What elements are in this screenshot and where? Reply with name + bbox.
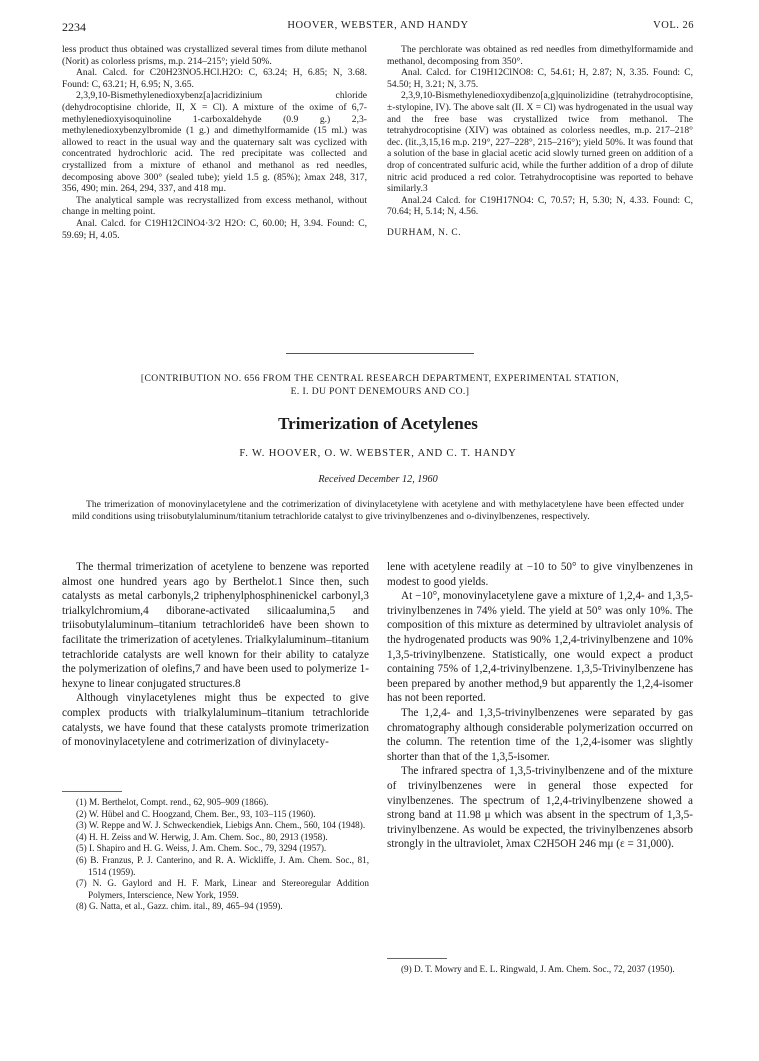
analysis-paragraph: Anal.24 Calcd. for C19H17NO4: C, 70.57; H, 5.30; N, 4.33. Found: C, 70.64; H, 5.14; N, 4.56. — [387, 194, 693, 218]
footnote-divider — [387, 958, 447, 959]
received-date: Received December 12, 1960 — [318, 474, 438, 485]
footnote: (1) M. Berthelot, Compt. rend., 62, 905–909 (1866). — [76, 797, 269, 807]
footnote: (3) W. Reppe and W. J. Schweckendiek, Liebigs Ann. Chem., 560, 104 (1948). — [76, 820, 366, 831]
footnote: (9) D. T. Mowry and E. L. Ringwald, J. Am. Chem. Soc., 72, 2037 (1950). — [401, 964, 675, 974]
contribution-line: [CONTRIBUTION NO. 656 FROM THE CENTRAL RESEARCH DEPARTMENT, EXPERIMENTAL STATION, — [140, 373, 620, 384]
top-left-column — [62, 44, 367, 241]
top-right-column — [387, 44, 693, 240]
body-paragraph: At −10°, monovinylacetylene gave a mixture of 1,2,4- and 1,3,5-trivinylbenzenes in 74% yield. The yield at 50° was only 10%. The composition of this mixture as determined by ultraviolet analysis of the hydrogenated products was 90% 1,2,4-trivinylbenzene and 10% 1,3,5-trivinylbenzene. Statistically, one would expect a product containing 75% of 1,2,4-trivinylbenzene. 1,3,5-Trivinylbenzene has been prepared by another method,9 but apparently the 1,2,4-isomer has not been reported. — [387, 590, 693, 705]
footnote-divider — [62, 791, 122, 792]
abstract: The trimerization of monovinylacetylene and the cotrimerization of divinylacetylene with acetylene and with methylacetylene have been effected under mild conditions using triisobutylaluminum/titanium tetrachloride catalyst to give trivinylbenzenes and o-divinylbenzenes, respectively. — [72, 499, 684, 522]
footnotes-right — [387, 964, 693, 976]
body-paragraph: Although vinylacetylenes might thus be expected to give complex products with trialkylaluminum–titanium tetrachloride catalysts, we have found that these catalysts promote trimerization of monovinylacetylene and cotrimerization of divinylacety- — [62, 692, 369, 749]
page-number: 2234 — [62, 20, 86, 34]
experimental-paragraph: The perchlorate was obtained as red needles from dimethylformamide and methanol, decomposing from 350°. — [387, 44, 693, 67]
section-divider — [286, 353, 474, 354]
body-paragraph: lene with acetylene readily at −10 to 50° to give vinylbenzenes in modest to good yields. — [387, 561, 693, 588]
footnote: (2) W. Hübel and C. Hoogzand, Chem. Ber., 93, 103–115 (1960). — [76, 808, 316, 819]
location-line: DURHAM, N. C. — [387, 227, 462, 238]
analysis-paragraph: Anal. Calcd. for C19H12ClNO4·3/2 H2O: C, 60.00; H, 3.94. Found: C, 59.69; H, 4.05. — [62, 217, 367, 241]
experimental-paragraph: 2,3,9,10-Bismethylenedioxydibenzo[a,g]quinolizidine (tetrahydrocoptisine, ±-stylopine, IV). The above salt (II. X = Cl) was hydrogenated in the usual way and the free base was crystallized twice from methanol. The tetrahydrocoptisine (XIV) was obtained as colorless needles, m.p. 217–218° dec. (lit.,3,15,16 m.p. 219°, 227–228°, 215–216°); yield 50%. It was found that a solution of the base in glacial acetic acid slowly turned green on addition of a drop of concentrated sulfuric acid, while the further addition of a drop of dilute nitric acid produced a red color. Tetrahydrocoptisine was reported to behave similarly.3 — [387, 90, 693, 195]
body-paragraph: The infrared spectra of 1,3,5-trivinylbenzene and of the mixture of trivinylbenzenes were in general those expected for vinylbenzenes. The spectrum of 1,2,4-trivinylbenzene showed a strong band at 11.98 μ which was absent in the spectrum of 1,3,5-trivinylbenzene. As would be expected, the trivinylbenzenes absorb strongly in the ultraviolet, λmax C2H5OH 246 mμ (ε = 31,000). — [387, 765, 693, 851]
footnote: (5) I. Shapiro and H. G. Weiss, J. Am. Chem. Soc., 79, 3294 (1957). — [76, 843, 327, 854]
contribution-line: E. I. DU PONT DENEMOURS AND CO.] — [290, 386, 470, 397]
footnote: (8) G. Natta, et al., Gazz. chim. ital., 89, 465–94 (1959). — [76, 901, 283, 912]
article-authors: F. W. HOOVER, O. W. WEBSTER, AND C. T. HANDY — [239, 448, 517, 459]
page-header — [62, 20, 694, 36]
contribution-note — [72, 372, 688, 398]
footnote: (4) H. H. Zeiss and W. Herwig, J. Am. Chem. Soc., 80, 2913 (1958). — [76, 831, 328, 842]
footnote: (7) N. G. Gaylord and H. F. Mark, Linear and Stereoregular Addition Polymers, Interscience, New York, 1959. — [76, 878, 369, 900]
body-left-column — [62, 560, 369, 750]
body-paragraph: The thermal trimerization of acetylene to benzene was reported almost one hundred years ago by Berthelot.1 Since then, such catalysts as metal carbonyls,2 triphenylphosphinenickel carbonyl,3 trialkylchromium,4 diborane-activated silicaalumina,5 and triisobutylaluminum–titanium tetrachloride6 have been shown to facilitate the trimerization of acetylenes. Trialkylaluminum–titanium tetrachloride catalysts are well known for their ability to catalyze the polymerization of olefins,7 and have been used to polymerize 1-hexyne to linear conjugated structures.8 — [62, 561, 369, 690]
article-title: Trimerization of Acetylenes — [278, 414, 478, 433]
experimental-paragraph: The analytical sample was recrystallized from excess methanol, without change in melting point. — [62, 194, 367, 218]
footnote: (6) B. Franzus, P. J. Canterino, and R. A. Wickliffe, J. Am. Chem. Soc., 81, 1514 (1959). — [76, 854, 369, 877]
experimental-paragraph: 2,3,9,10-Bismethylenedioxybenz[a]acridizinium chloride (dehydrocoptisine chloride, II, X = Cl). A mixture of the oxime of 6,7-methylenedioxyisoquinoline 1-carboxaldehyde (0.9 g.) 2,3-methylenedioxybenzylbromide (1 g.) and dimethylformamide (15 ml.) was allowed to react in the usual way and the quaternary salt was cyclized with concentrated hydrochloric acid. The red precipitate was collected and crystallized from a mixture of ethanol and methanol as red needles, decomposing above 300° (sealed tube); yield 1.5 g. (85%); λmax 248, 317, 356, 490; min. 264, 294, 337, and 418 mμ. — [62, 90, 367, 195]
analysis-paragraph: Anal. Calcd. for C20H23NO5.HCl.H2O: C, 63.24; H, 6.85; N, 3.68. Found: C, 63.21; H, 6.95; N, 3.65. — [62, 67, 367, 90]
volume-label: VOL. 26 — [653, 20, 694, 31]
experimental-paragraph: less product thus obtained was crystallized several times from dilute methanol (Norit) as colorless prisms, m.p. 214–215°; yield 50%. — [62, 44, 367, 67]
body-paragraph: The 1,2,4- and 1,3,5-trivinylbenzenes were separated by gas chromatography although considerable polymerization occurred on the column. The retention time of the 1,2,4-isomer was slightly shorter than that of the 1,3,5-isomer. — [387, 706, 693, 763]
body-right-column — [387, 560, 693, 852]
footnotes-left — [62, 797, 369, 913]
running-head: HOOVER, WEBSTER, AND HANDY — [287, 20, 469, 31]
analysis-paragraph: Anal. Calcd. for C19H12ClNO8: C, 54.61; H, 2.87; N, 3.35. Found: C, 54.50; H, 3.21; N, 3.75. — [387, 67, 693, 90]
